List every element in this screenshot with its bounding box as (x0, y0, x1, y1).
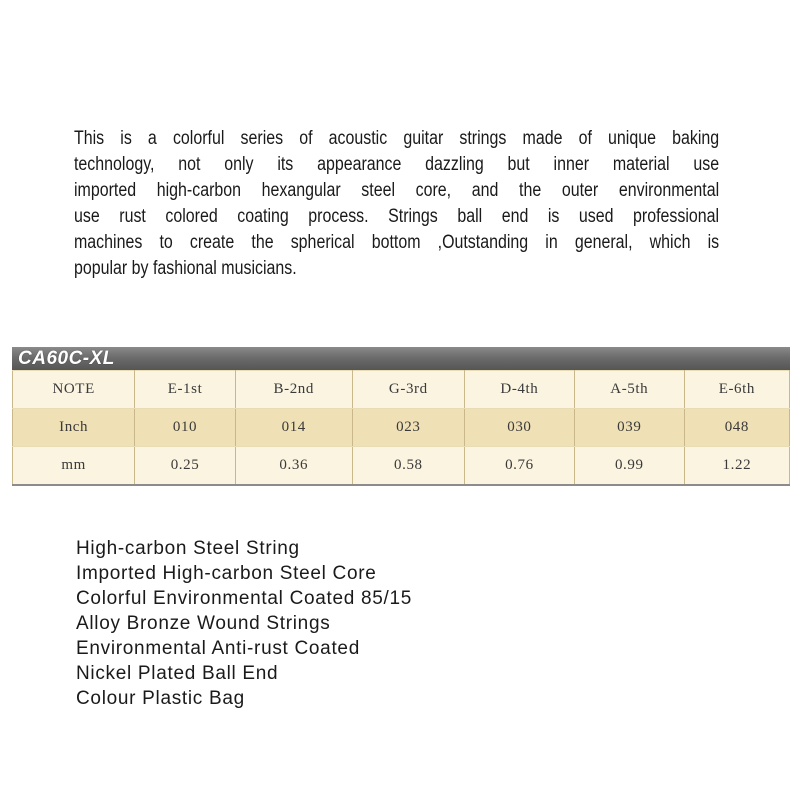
table-cell: 048 (684, 409, 789, 447)
table-row (13, 447, 790, 486)
description-line: technology, not only its appearance dazzling but inner material use (74, 154, 720, 175)
table-cell: 0.99 (574, 447, 684, 486)
feature-item: Colour Plastic Bag (76, 688, 245, 709)
feature-list (76, 536, 412, 711)
spec-table (12, 370, 790, 486)
table-header-cell: A-5th (574, 371, 684, 409)
table-cell: 0.76 (464, 447, 574, 486)
table-cell: 014 (235, 409, 352, 447)
table-cell: 023 (352, 409, 464, 447)
table-header-cell: B-2nd (235, 371, 352, 409)
table-cell: mm (13, 447, 135, 486)
table-cell: 010 (135, 409, 236, 447)
table-cell: 0.36 (235, 447, 352, 486)
spec-table-title-bar (12, 347, 790, 370)
model-name: CA60C-XL (18, 348, 115, 369)
table-cell: 0.25 (135, 447, 236, 486)
description-line: use rust colored coating process. Strings ball end is used professional (74, 206, 720, 227)
table-header-cell: E-1st (135, 371, 236, 409)
table-header-cell: G-3rd (352, 371, 464, 409)
table-cell: 1.22 (684, 447, 789, 486)
table-cell: 0.58 (352, 447, 464, 486)
table-cell: 030 (464, 409, 574, 447)
description-line: popular by fashional musicians. (74, 258, 297, 279)
feature-item: Colorful Environmental Coated 85/15 (76, 588, 413, 609)
product-description (74, 126, 720, 282)
table-row (13, 409, 790, 447)
table-header-cell: E-6th (684, 371, 789, 409)
feature-item: Environmental Anti-rust Coated (76, 638, 360, 659)
description-line: imported high-carbon hexangular steel core, and the outer environmental (74, 180, 720, 201)
description-line: machines to create the spherical bottom ,Outstanding in general, which is (74, 232, 720, 253)
feature-item: Imported High-carbon Steel Core (76, 563, 377, 584)
table-header-cell: NOTE (13, 371, 135, 409)
feature-item: Nickel Plated Ball End (76, 663, 279, 684)
feature-item: Alloy Bronze Wound Strings (76, 613, 331, 634)
table-header-row (13, 371, 790, 409)
description-line: This is a colorful series of acoustic guitar strings made of unique baking (74, 128, 720, 149)
table-cell: 039 (574, 409, 684, 447)
spec-table-block (12, 347, 790, 485)
feature-item: High-carbon Steel String (76, 538, 300, 559)
table-header-cell: D-4th (464, 371, 574, 409)
table-cell: Inch (13, 409, 135, 447)
